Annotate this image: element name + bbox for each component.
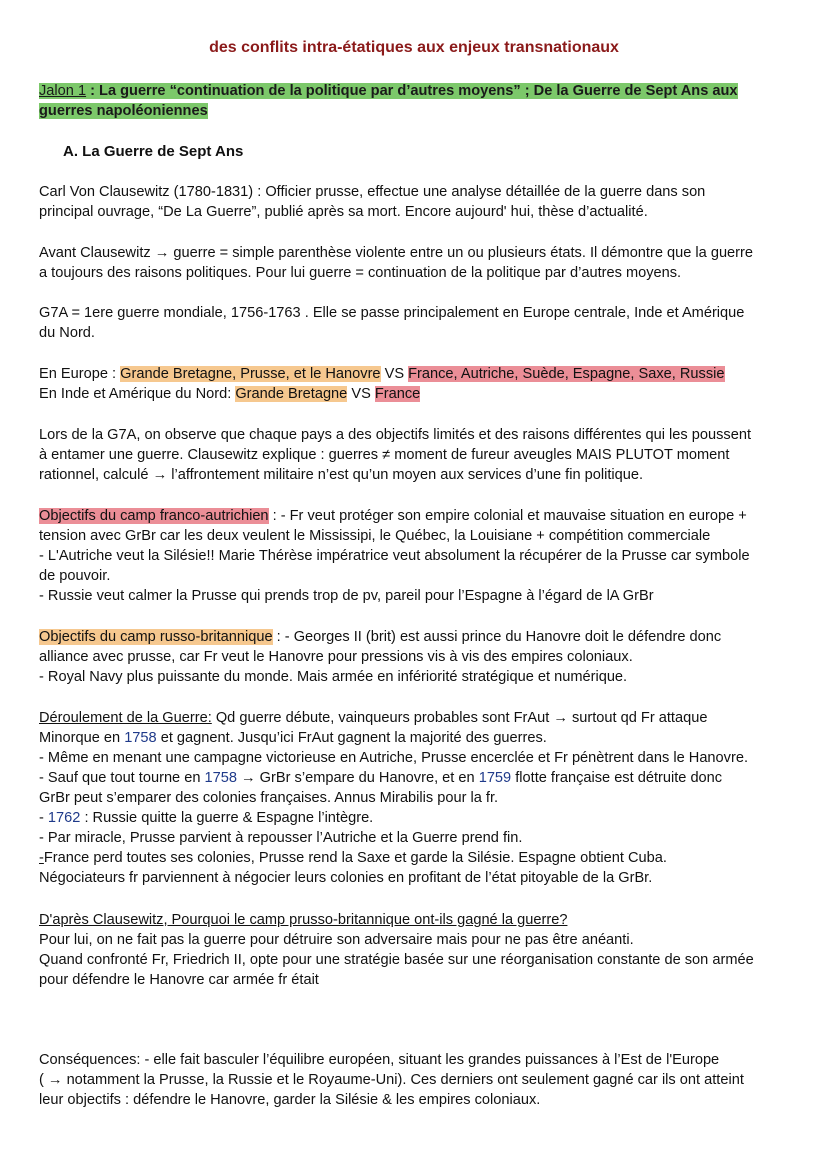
paragraph-deroulement: Déroulement de la Guerre: Qd guerre débute, vainqueurs probables sont FrAut → surtout qd Fr attaque Minorque en 1758 et gagnent. Jusqu’ici FrAut gagnent la majorité des guerres. - Même en menant une campagne victorieuse en Autriche, Prusse encerclée et Fr pénètrent dans le Hanovre. - Sauf que tout tourne en 1758 → GrBr s’empare du Hanovre, et en 1759 flotte française est détruite donc GrBr peut s’emparer des colonies françaises. Annus Mirabilis pour la fr. - 1762 : Russie quitte la guerre & Espagne l’intègre. - Par miracle, Prusse parvient à repousser l’Autriche et la Guerre prend fin. -France perd toutes ses colonies, Prusse rend la Saxe et garde la Silésie. Espagne obtient Cuba. Négociateurs fr parviennent à négocier leurs colonies en profitant de l’état pitoyable de la GrBr. xyxy=(39,710,748,886)
paragraph-lors: Lors de la G7A, on observe que chaque pays a des objectifs limités et des raisons différentes qui les poussent à entamer une guerre. Clausewitz explique : guerres ≠ moment de fureur aveugles MAIS PLUTOT moment rationnel, calculé → l’affrontement militaire n’est qu’un moyen aux services d’une fin politique. xyxy=(39,427,752,483)
paragraph-avant: Avant Clausewitz → guerre = simple parenthèse violente entre un ou plusieurs états. Il démontre que la guerre a toujours des raisons politiques. Pour lui guerre = continuation de la politique par d’autres moyens. xyxy=(39,245,754,281)
europe-line: En Europe : Grande Bretagne, Prusse, et le Hanovre VS France, Autriche, Suède, Espagne, Saxe, Russie xyxy=(39,366,725,382)
paragraph-franco: Objectifs du camp franco-autrichien : - Fr veut protéger son empire colonial et mauvaise situation en europe + tension avec GrBr car les deux veulent le Mississipi, le Québec, la Louisiane + compétition commerciale - L'Autriche veut la Silésie!! Marie Thérèse impératrice veut absolument la récupérer de la Prusse car symbole de pouvoir. - Russie veut calmer la Prusse qui prends trop de pv, pareil pour l’Espagne à l’égard de lA GrBr xyxy=(39,508,750,604)
jalon-label: Jalon 1 xyxy=(39,83,87,99)
russo-label: Objectifs du camp russo-britannique xyxy=(39,629,273,645)
question-title: D'après Clausewitz, Pourquoi le camp prusso-britannique ont-ils gagné la guerre? xyxy=(39,912,568,928)
jalon-text: : La guerre “continuation de la politique par d’autres moyens” ; De la Guerre de Sept Ans aux xyxy=(86,83,738,99)
page-title: des conflits intra-étatiques aux enjeux transnationaux xyxy=(209,39,619,56)
paragraph-clausewitz: Carl Von Clausewitz (1780-1831) : Officier prusse, effectue une analyse détaillée de la guerre dans son principal ouvrage, “De La Guerre”, publié après sa mort. Encore aujourd' hui, thèse d’actualité. xyxy=(39,184,706,220)
paragraph-question: D'après Clausewitz, Pourquoi le camp prusso-britannique ont-ils gagné la guerre? Pour lui, on ne fait pas la guerre pour détruire son adversaire mais pour ne pas être anéanti. Quand confronté Fr, Friedrich II, opte pour une stratégie basée sur une réorganisation constante de son armée pour défendre le Hanovre car armée fr était xyxy=(39,910,799,990)
section-heading: A. La Guerre de Sept Ans xyxy=(63,143,244,160)
deroulement-label: Déroulement de la Guerre: xyxy=(39,710,212,726)
paragraph-russo: Objectifs du camp russo-britannique : - Georges II (brit) est aussi prince du Hanovre doit le défendre donc alliance avec prusse, car Fr veut le Hanovre pour pressions vis à vis des empires coloniaux. - Royal Navy plus puissante du monde. Mais armée en infériorité stratégique et numérique. xyxy=(39,629,722,685)
jalon-text-2: guerres napoléoniennes xyxy=(39,103,208,119)
paragraph-g7a: G7A = 1ere guerre mondiale, 1756-1763 . Elle se passe principalement en Europe centrale, Inde et Amérique du Nord. xyxy=(39,305,745,341)
jalon-heading xyxy=(39,81,799,121)
paragraph-consequences: Conséquences: - elle fait basculer l’équilibre européen, situant les grandes puissances à l’Est de l'Europe ( → notamment la Prusse, la Russie et le Royaume-Uni). Ces derniers ont seulement gagné car ils ont atteint leur objectifs : défendre le Hanovre, garder la Silésie & les empires coloniaux. xyxy=(39,1052,744,1108)
inde-line: En Inde et Amérique du Nord: Grande Bretagne VS France xyxy=(39,386,421,402)
franco-label: Objectifs du camp franco-autrichien xyxy=(39,508,269,524)
belligerents xyxy=(39,364,799,404)
